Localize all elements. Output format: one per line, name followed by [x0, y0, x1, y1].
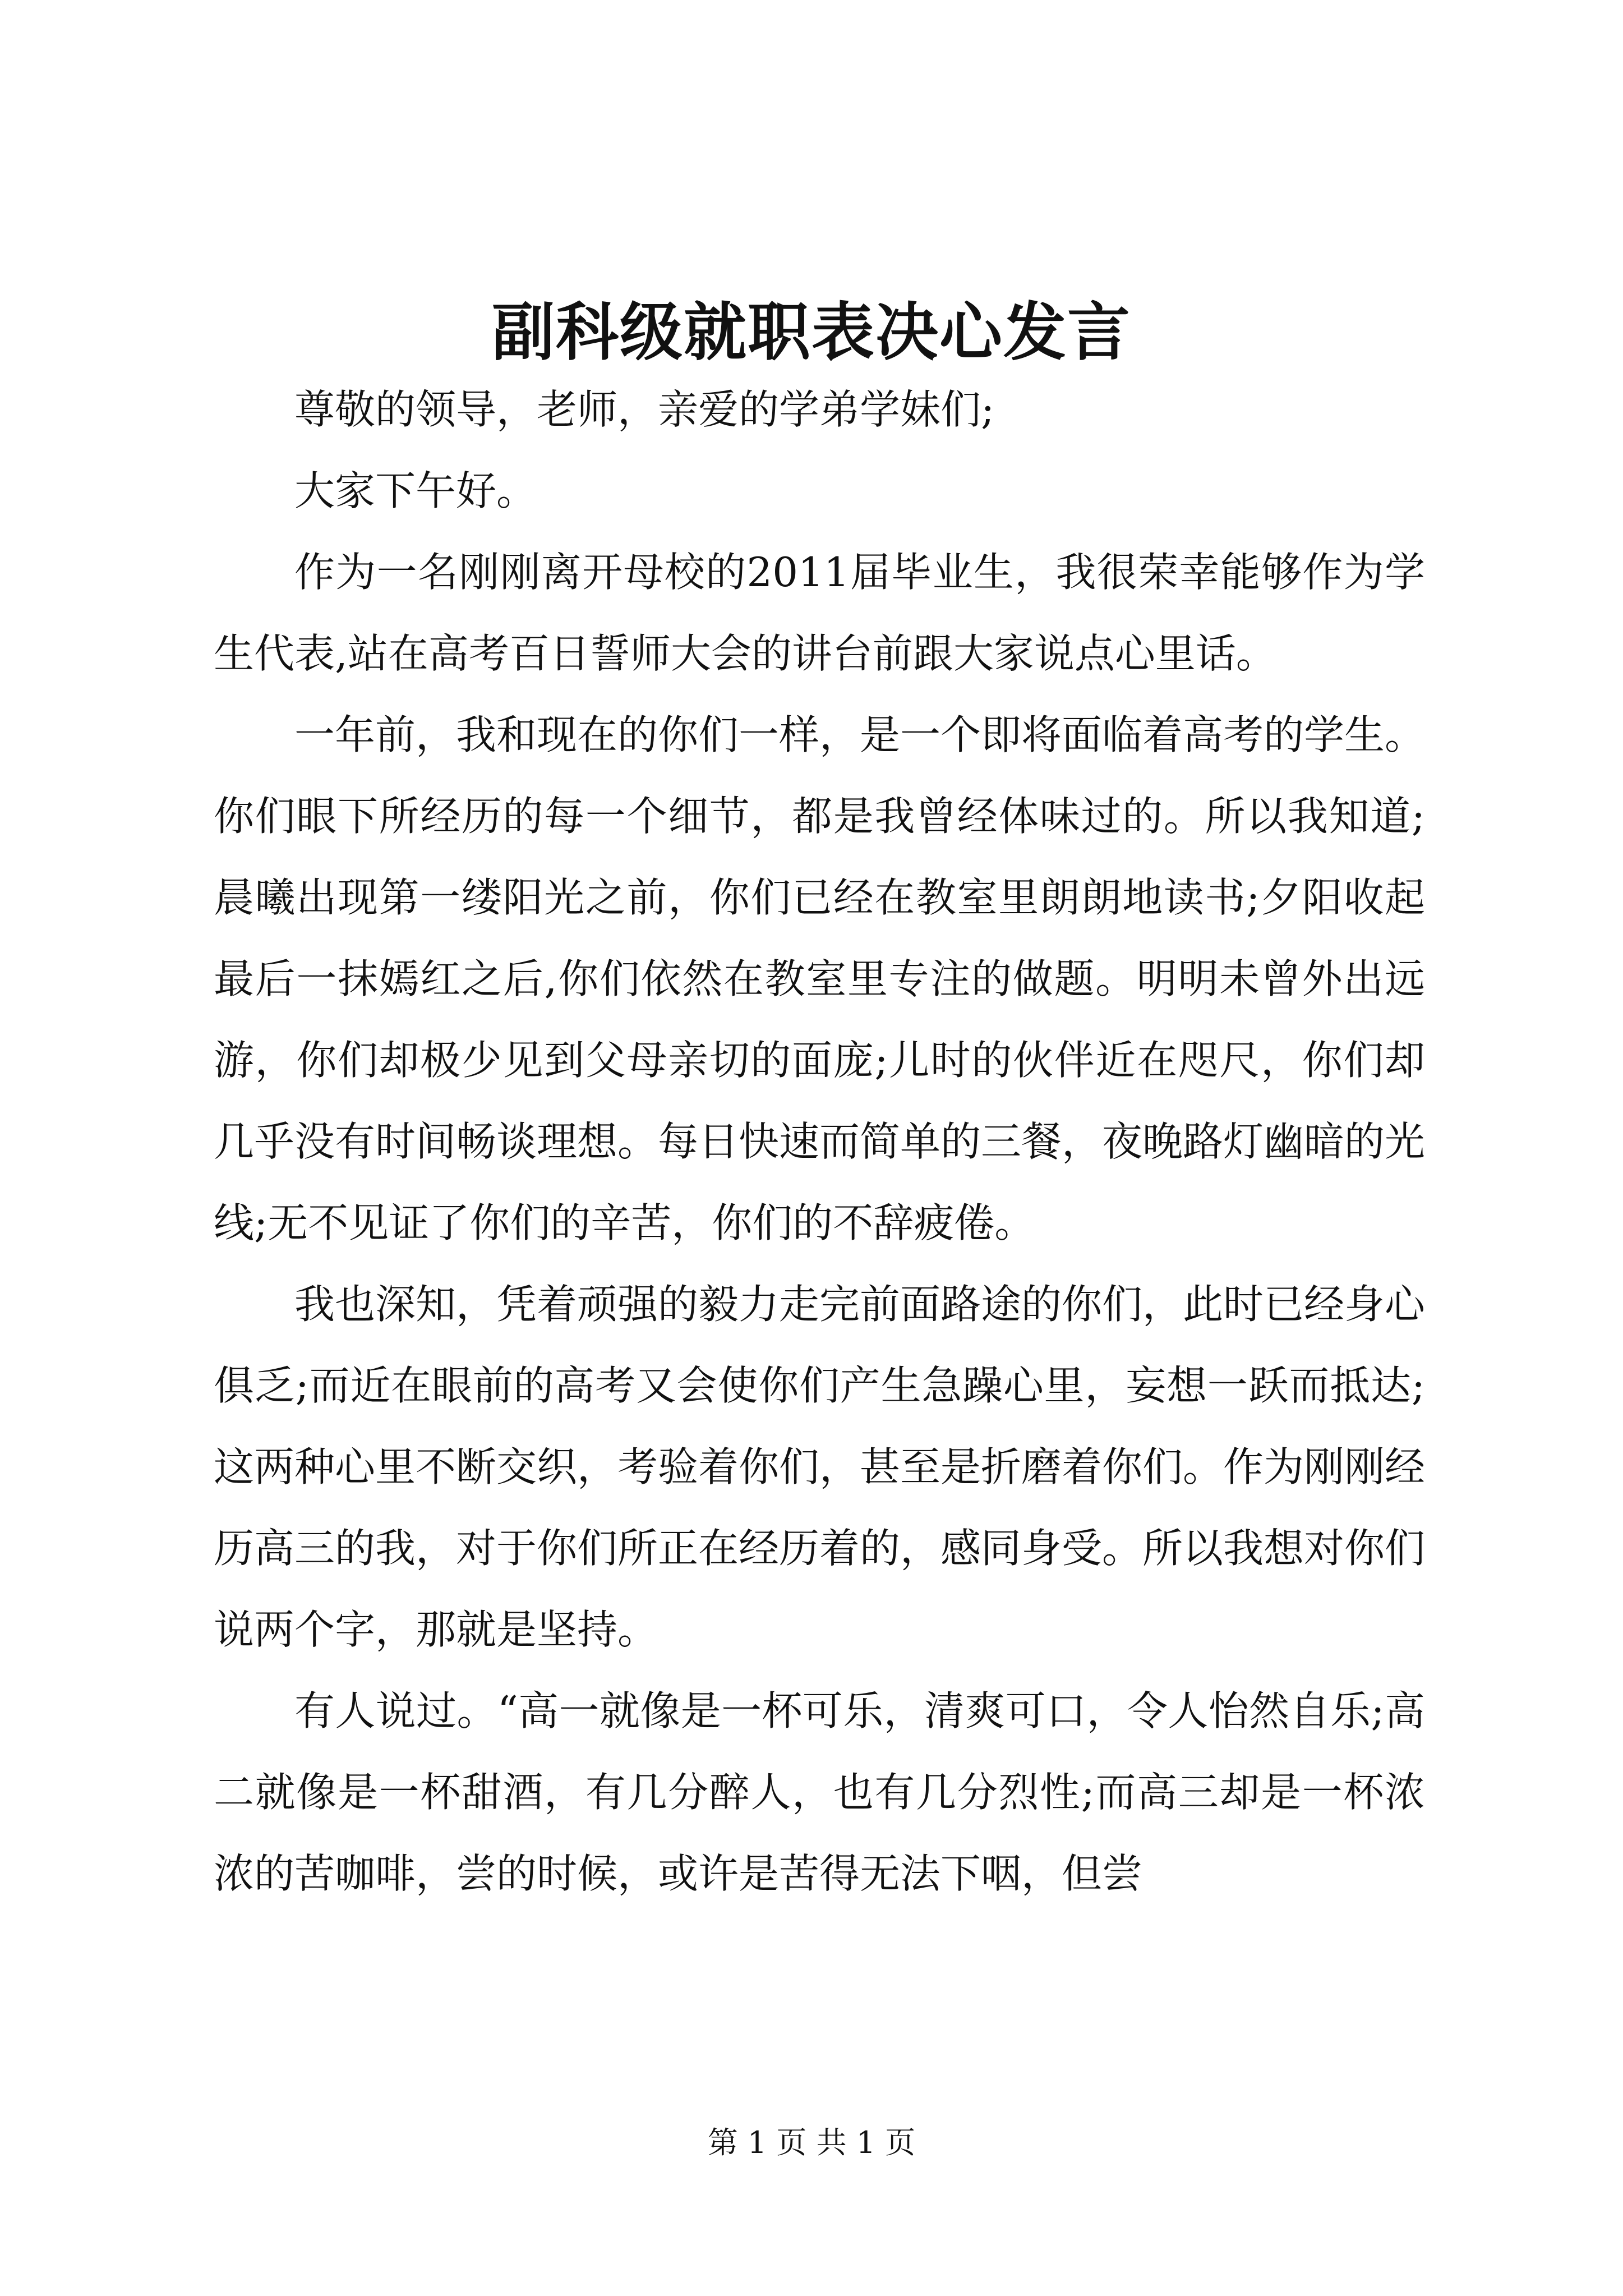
paragraph-memories: 一年前，我和现在的你们一样，是一个即将面临着高考的学生。你们眼下所经历的每一个细节，都是我曾经体味过的。所以我知道;晨曦出现第一缕阳光之前，你们已经在教室里朗朗地读书;夕阳收起最后一抹嫣红之后,你们依然在教室里专注的做题。明明未曾外出远游，你们却极少见到父母亲切的面庞;儿时的伙伴近在咫尺，你们却几乎没有时间畅谈理想。每日快速而简单的三餐，夜晚路灯幽暗的光线;无不见证了你们的辛苦，你们的不辞疲倦。 — [214, 711, 1426, 1246]
paragraph-greeting: 大家下午好。 — [294, 467, 537, 514]
paragraph-analogy: 有人说过。“高一就像是一杯可乐，清爽可口，令人怡然自乐;高二就像是一杯甜酒，有几分醉人，也有几分烈性;而高三却是一杯浓浓的苦咖啡，尝的时候，或许是苦得无法下咽，但尝 — [214, 1687, 1425, 1897]
paragraph-persistence: 我也深知，凭着顽强的毅力走完前面路途的你们，此时已经身心俱乏;而近在眼前的高考又会使你们产生急躁心里，妄想一跃而抵达;这两种心里不断交织，考验着你们，甚至是折磨着你们。作为刚刚经历高三的我，对于你们所正在经历着的，感同身受。所以我想对你们说两个字，那就是坚持。 — [214, 1281, 1426, 1653]
page-number-footer: 第 1 页 共 1 页 — [707, 2125, 916, 2160]
document-title: 副科级就职表决心发言 — [492, 296, 1131, 369]
paragraph-introduction: 作为一名刚刚离开母校的2011届毕业生，我很荣幸能够作为学生代表,站在高考百日誓师大会的讲台前跟大家说点心里话。 — [214, 549, 1425, 677]
paragraph-salutation: 尊敬的领导，老师，亲爱的学弟学妹们; — [294, 386, 995, 433]
document-body — [214, 369, 1425, 1915]
